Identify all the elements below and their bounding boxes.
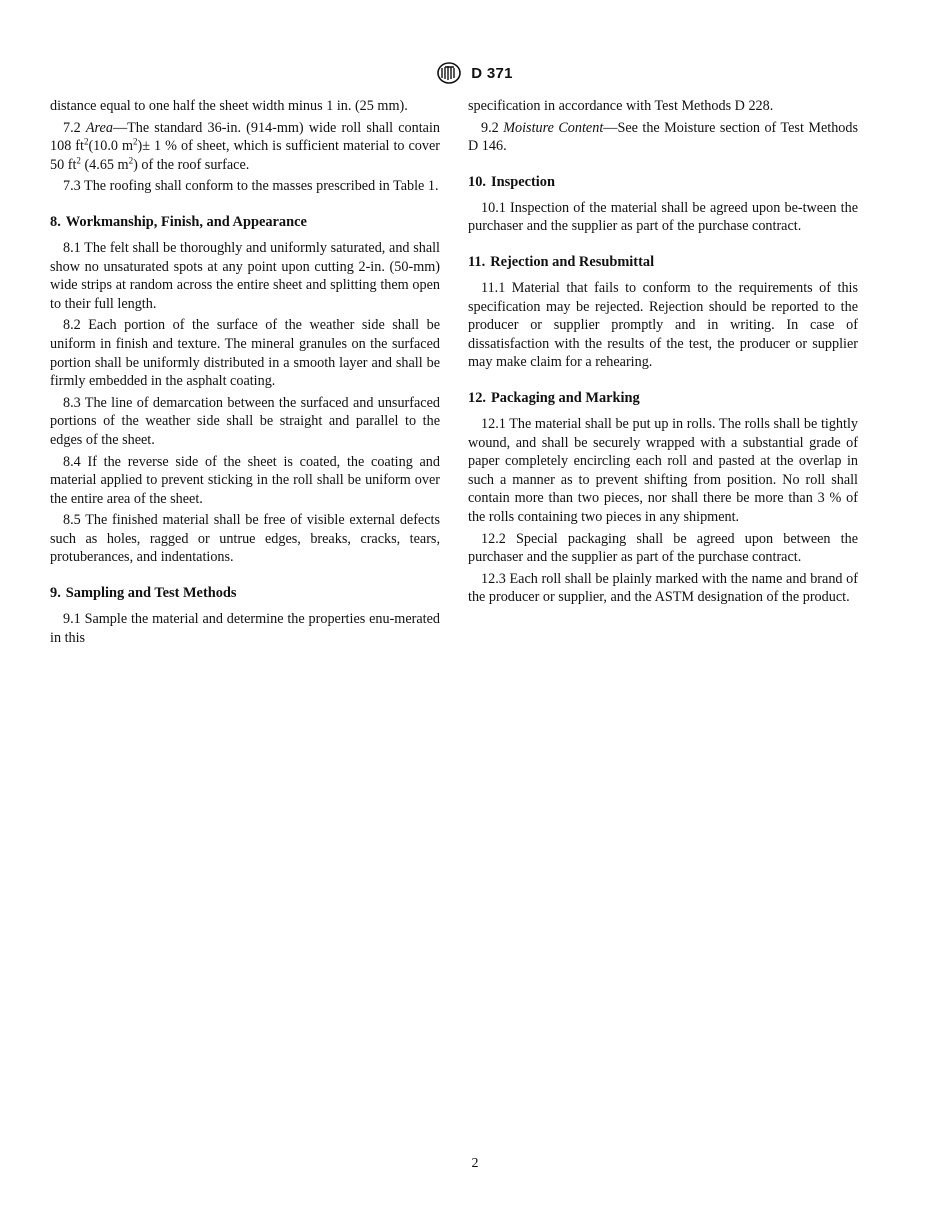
astm-logo-icon: [437, 62, 461, 84]
paragraph-8-2: 8.2 Each portion of the surface of the weather side shall be uniform in finish and texture. The mineral granules on the surfaced portion shall be uniformly distributed in a smooth layer and shall be firmly embedded in the asphalt coating.: [50, 317, 440, 390]
section-heading-11: 11. Rejection and Resubmittal: [468, 253, 655, 270]
paragraph-8-5: 8.5 The finished material shall be free of visible external defects such as holes, ragged or untrue edges, breaks, cracks, tears, protuberances, and indentations.: [50, 512, 440, 566]
page-number: 2: [471, 1156, 479, 1171]
paragraph-9-1-continued: specification in accordance with Test Methods D 228.: [468, 98, 774, 114]
paragraph-10-1: 10.1 Inspection of the material shall be agreed upon be-tween the purchaser and the supplier as part of the purchase contract.: [468, 199, 858, 235]
paragraph-12-2: 12.2 Special packaging shall be agreed upon between the purchaser and the supplier as part of the purchase contract.: [468, 530, 858, 566]
section-heading-10: 10. Inspection: [468, 173, 555, 190]
document-designation: D 371: [471, 64, 513, 82]
paragraph-11-1: 11.1 Material that fails to conform to the requirements of this specification may be rejected. Rejection should be reported to the producer or supplier promptly and in writing. In case of dissatisfaction with the results of the test, the producer or supplier may make claim for a rehearing.: [468, 279, 858, 371]
paragraph-9-1: 9.1 Sample the material and determine the properties enu-merated in this: [50, 611, 440, 646]
section-heading-9: 9. Sampling and Test Methods: [50, 585, 237, 602]
paragraph-7-1-continued: distance equal to one half the sheet width minus 1 in. (25 mm).: [50, 98, 408, 114]
paragraph-7-2: 7.2 Area—The standard 36-in. (914-mm) wide roll shall contain 108 $ft^2(10.0$ $m^2)\pm 1$ % of sheet, which is sufficient material to cover 50 $ft^2$ (4.65 $m^2$) of the roof surface.: [50, 119, 441, 173]
paragraph-12-1: 12.1 The material shall be put up in rolls. The rolls shall be tightly wound, and shall be securely wrapped with a substantial grade of paper completely encircling each roll and pasted at the overlap in such a manner as to prevent shifting from position. No roll shall contain more than two pieces, nor shall there be more than 3 % of the rolls containing two pieces in any shipment.: [468, 415, 858, 525]
paragraph-8-3: 8.3 The line of demarcation between the surfaced and unsurfaced portions of the weather side shall be straight and parallel to the edges of the sheet.: [50, 394, 440, 448]
section-heading-12: 12. Packaging and Marking: [468, 389, 640, 406]
left-column: [50, 97, 440, 650]
right-column: [468, 97, 858, 610]
paragraph-7-3: 7.3 The roofing shall conform to the masses prescribed in Table 1.: [63, 178, 439, 195]
paragraph-12-3: 12.3 Each roll shall be plainly marked with the name and brand of the producer or supplier, and the ASTM designation of the product.: [468, 570, 858, 606]
term-moisture-content: Moisture Content: [503, 119, 604, 136]
page-header: [0, 62, 950, 84]
paragraph-number: 7.2: [63, 119, 81, 136]
paragraph-9-2: 9.2 Moisture Content—See the Moisture section of Test Methods D 146.: [468, 119, 858, 155]
term-area: Area: [85, 119, 113, 136]
paragraph-8-1: 8.1 The felt shall be thoroughly and uniformly saturated, and shall show no unsaturated spots at any point upon cutting 2-in. (50-mm) wide strips at random across the entire sheet and splitting them open to their full length.: [50, 239, 440, 312]
section-heading-8: 8. Workmanship, Finish, and Appearance: [50, 213, 307, 230]
paragraph-8-4: 8.4 If the reverse side of the sheet is coated, the coating and material applied to prevent sticking in the roll shall be uniform over the entire area of the sheet.: [50, 453, 440, 507]
